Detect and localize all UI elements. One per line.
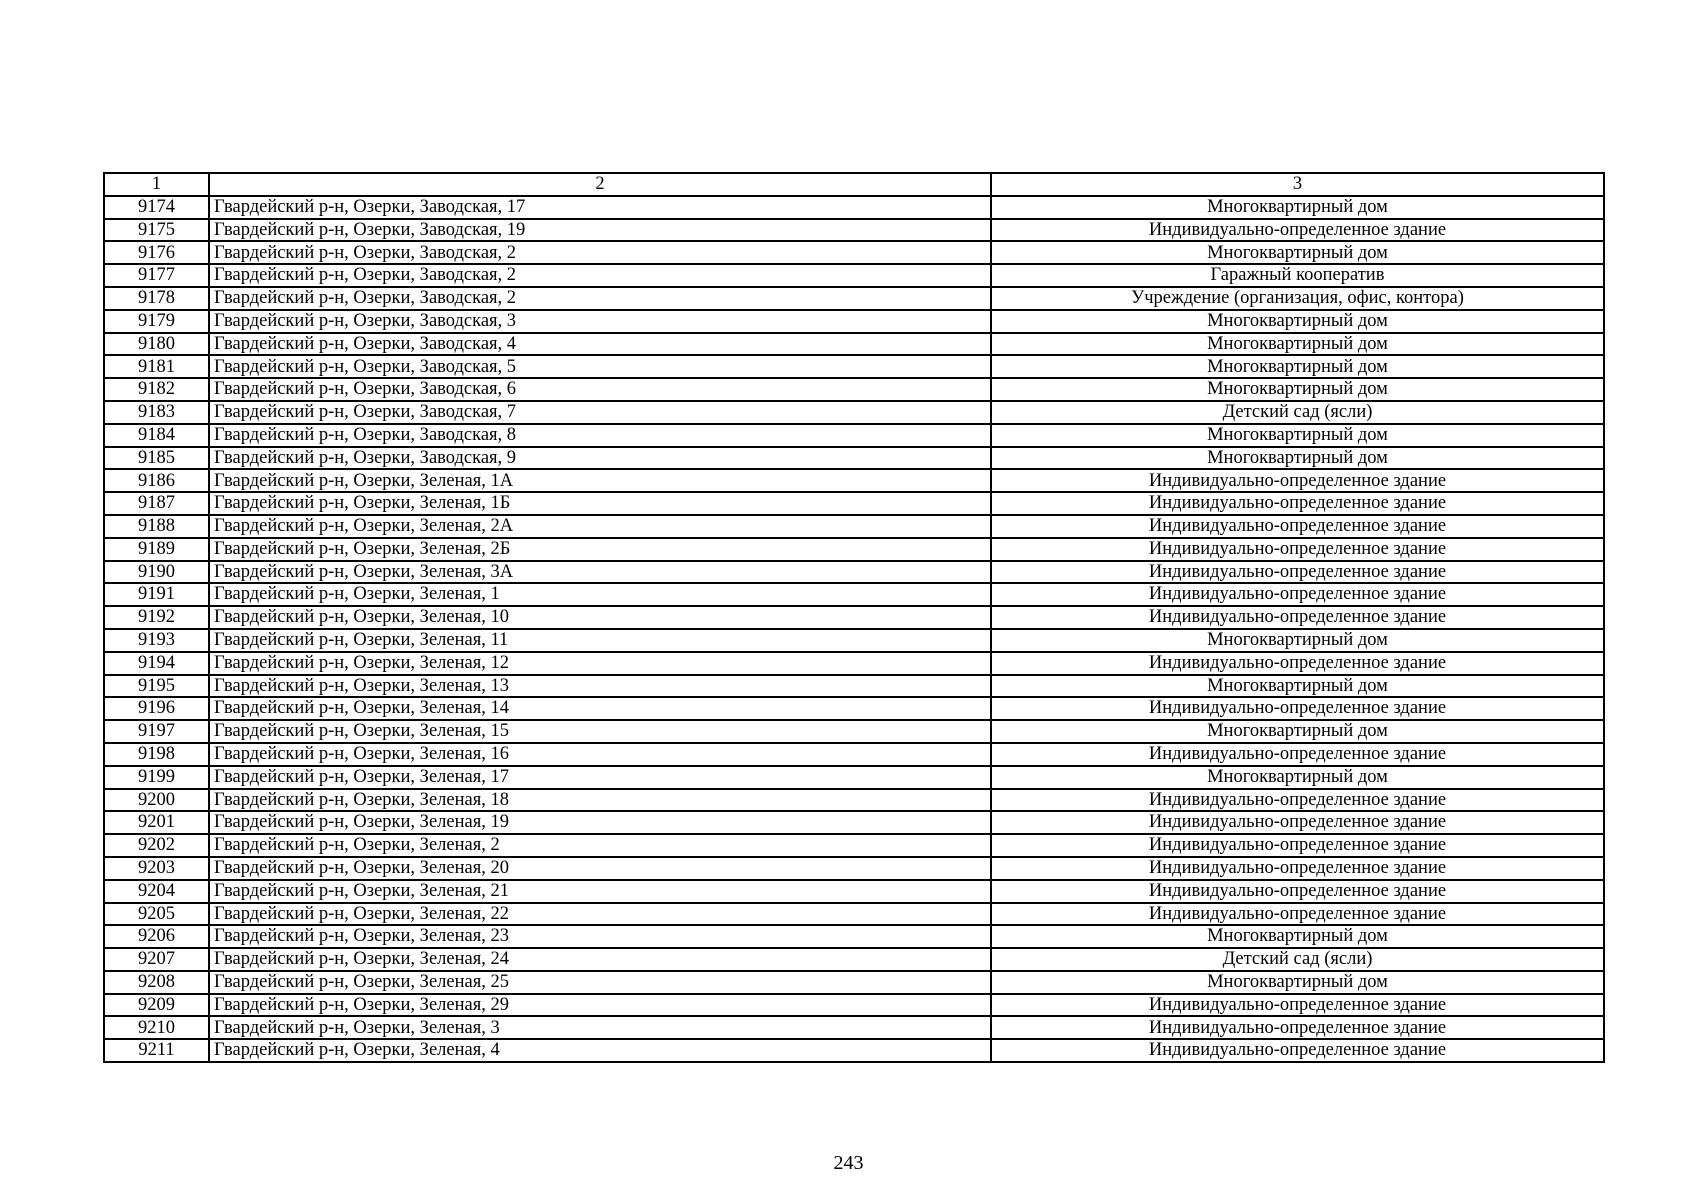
table-row [104,241,1604,264]
cell-object-type: Индивидуально-определенное здание [991,880,1604,903]
table-row [104,766,1604,789]
cell-object-type: Индивидуально-определенное здание [991,538,1604,561]
cell-address: Гвардейский р-н, Озерки, Зеленая, 4 [209,1039,991,1062]
table-row [104,720,1604,743]
cell-address: Гвардейский р-н, Озерки, Зеленая, 2 [209,834,991,857]
cell-address: Гвардейский р-н, Озерки, Заводская, 2 [209,241,991,264]
cell-object-type: Многоквартирный дом [991,241,1604,264]
table-row [104,287,1604,310]
cell-address: Гвардейский р-н, Озерки, Зеленая, 16 [209,743,991,766]
table-row [104,333,1604,356]
cell-address: Гвардейский р-н, Озерки, Зеленая, 20 [209,857,991,880]
cell-number: 9203 [104,857,209,880]
table-header-row [104,173,1604,196]
table-row [104,811,1604,834]
cell-object-type: Многоквартирный дом [991,629,1604,652]
cell-object-type: Многоквартирный дом [991,424,1604,447]
cell-address: Гвардейский р-н, Озерки, Зеленая, 12 [209,652,991,675]
table-row [104,378,1604,401]
cell-object-type: Индивидуально-определенное здание [991,219,1604,242]
cell-address: Гвардейский р-н, Озерки, Зеленая, 1А [209,469,991,492]
cell-object-type: Индивидуально-определенное здание [991,834,1604,857]
cell-address: Гвардейский р-н, Озерки, Заводская, 8 [209,424,991,447]
cell-address: Гвардейский р-н, Озерки, Зеленая, 23 [209,925,991,948]
cell-number: 9205 [104,903,209,926]
cell-number: 9193 [104,629,209,652]
cell-object-type: Многоквартирный дом [991,333,1604,356]
table-row [104,561,1604,584]
cell-object-type: Индивидуально-определенное здание [991,492,1604,515]
cell-object-type: Индивидуально-определенное здание [991,1016,1604,1039]
table-row [104,1016,1604,1039]
cell-object-type: Индивидуально-определенное здание [991,743,1604,766]
table-row [104,971,1604,994]
table-row [104,743,1604,766]
table-row [104,880,1604,903]
table-row [104,538,1604,561]
cell-object-type: Многоквартирный дом [991,378,1604,401]
cell-object-type: Детский сад (ясли) [991,401,1604,424]
table-row [104,994,1604,1017]
cell-object-type: Индивидуально-определенное здание [991,583,1604,606]
cell-address: Гвардейский р-н, Озерки, Зеленая, 10 [209,606,991,629]
cell-object-type: Многоквартирный дом [991,447,1604,470]
cell-number: 9179 [104,310,209,333]
cell-number: 9206 [104,925,209,948]
cell-number: 9202 [104,834,209,857]
header-cell-address: 2 [209,173,991,196]
cell-address: Гвардейский р-н, Озерки, Зеленая, 3 [209,1016,991,1039]
table-row [104,629,1604,652]
cell-number: 9177 [104,264,209,287]
cell-number: 9195 [104,675,209,698]
cell-number: 9175 [104,219,209,242]
cell-address: Гвардейский р-н, Озерки, Заводская, 7 [209,401,991,424]
cell-object-type: Учреждение (организация, офис, контора) [991,287,1604,310]
table-row [104,903,1604,926]
table-row [104,401,1604,424]
cell-object-type: Индивидуально-определенное здание [991,1039,1604,1062]
cell-object-type: Многоквартирный дом [991,766,1604,789]
cell-object-type: Гаражный кооператив [991,264,1604,287]
cell-address: Гвардейский р-н, Озерки, Заводская, 4 [209,333,991,356]
header-cell-number: 1 [104,173,209,196]
cell-number: 9200 [104,789,209,812]
cell-number: 9189 [104,538,209,561]
cell-address: Гвардейский р-н, Озерки, Зеленая, 2А [209,515,991,538]
cell-number: 9187 [104,492,209,515]
cell-number: 9196 [104,697,209,720]
cell-number: 9190 [104,561,209,584]
cell-address: Гвардейский р-н, Озерки, Зеленая, 3А [209,561,991,584]
cell-address: Гвардейский р-н, Озерки, Заводская, 2 [209,264,991,287]
cell-object-type: Индивидуально-определенное здание [991,789,1604,812]
table-row [104,492,1604,515]
table-row [104,857,1604,880]
cell-object-type: Многоквартирный дом [991,720,1604,743]
cell-number: 9176 [104,241,209,264]
cell-object-type: Индивидуально-определенное здание [991,652,1604,675]
cell-number: 9194 [104,652,209,675]
cell-address: Гвардейский р-н, Озерки, Зеленая, 15 [209,720,991,743]
table-row [104,515,1604,538]
table-row [104,310,1604,333]
cell-object-type: Индивидуально-определенное здание [991,469,1604,492]
cell-address: Гвардейский р-н, Озерки, Зеленая, 13 [209,675,991,698]
cell-address: Гвардейский р-н, Озерки, Зеленая, 25 [209,971,991,994]
cell-number: 9197 [104,720,209,743]
table-row [104,424,1604,447]
table-row [104,925,1604,948]
cell-address: Гвардейский р-н, Озерки, Зеленая, 14 [209,697,991,720]
cell-number: 9180 [104,333,209,356]
cell-address: Гвардейский р-н, Озерки, Зеленая, 18 [209,789,991,812]
table-row [104,606,1604,629]
cell-number: 9191 [104,583,209,606]
cell-address: Гвардейский р-н, Озерки, Заводская, 5 [209,355,991,378]
table-row [104,834,1604,857]
cell-object-type: Многоквартирный дом [991,196,1604,219]
cell-number: 9211 [104,1039,209,1062]
cell-number: 9201 [104,811,209,834]
table-row [104,447,1604,470]
table-row [104,469,1604,492]
cell-object-type: Индивидуально-определенное здание [991,811,1604,834]
cell-object-type: Многоквартирный дом [991,925,1604,948]
table-row [104,697,1604,720]
cell-number: 9199 [104,766,209,789]
cell-number: 9181 [104,355,209,378]
cell-number: 9198 [104,743,209,766]
cell-address: Гвардейский р-н, Озерки, Заводская, 6 [209,378,991,401]
cell-address: Гвардейский р-н, Озерки, Заводская, 2 [209,287,991,310]
cell-object-type: Многоквартирный дом [991,310,1604,333]
table-body [104,173,1604,1062]
cell-number: 9192 [104,606,209,629]
cell-address: Гвардейский р-н, Озерки, Зеленая, 17 [209,766,991,789]
cell-address: Гвардейский р-н, Озерки, Зеленая, 1Б [209,492,991,515]
cell-address: Гвардейский р-н, Озерки, Зеленая, 22 [209,903,991,926]
table-row [104,219,1604,242]
cell-object-type: Индивидуально-определенное здание [991,561,1604,584]
table-row [104,652,1604,675]
cell-address: Гвардейский р-н, Озерки, Зеленая, 29 [209,994,991,1017]
cell-number: 9178 [104,287,209,310]
cell-object-type: Индивидуально-определенное здание [991,857,1604,880]
cell-number: 9207 [104,948,209,971]
cell-address: Гвардейский р-н, Озерки, Зеленая, 1 [209,583,991,606]
cell-address: Гвардейский р-н, Озерки, Заводская, 17 [209,196,991,219]
cell-object-type: Индивидуально-определенное здание [991,515,1604,538]
cell-number: 9184 [104,424,209,447]
cell-number: 9210 [104,1016,209,1039]
table-row [104,264,1604,287]
cell-number: 9186 [104,469,209,492]
cell-object-type: Многоквартирный дом [991,971,1604,994]
cell-number: 9185 [104,447,209,470]
page-number: 243 [833,1152,864,1174]
table-row [104,675,1604,698]
table-row [104,789,1604,812]
cell-number: 9208 [104,971,209,994]
cell-object-type: Индивидуально-определенное здание [991,606,1604,629]
cell-object-type: Индивидуально-определенное здание [991,994,1604,1017]
table-row [104,196,1604,219]
table-row [104,948,1604,971]
cell-number: 9174 [104,196,209,219]
cell-address: Гвардейский р-н, Озерки, Зеленая, 2Б [209,538,991,561]
cell-object-type: Индивидуально-определенное здание [991,697,1604,720]
cell-number: 9188 [104,515,209,538]
cell-address: Гвардейский р-н, Озерки, Заводская, 9 [209,447,991,470]
table-row [104,355,1604,378]
cell-address: Гвардейский р-н, Озерки, Зеленая, 11 [209,629,991,652]
cell-number: 9182 [104,378,209,401]
cell-address: Гвардейский р-н, Озерки, Зеленая, 21 [209,880,991,903]
cell-object-type: Многоквартирный дом [991,355,1604,378]
cell-object-type: Индивидуально-определенное здание [991,903,1604,926]
address-table [103,172,1605,1063]
cell-object-type: Многоквартирный дом [991,675,1604,698]
header-cell-type: 3 [991,173,1604,196]
cell-number: 9209 [104,994,209,1017]
cell-address: Гвардейский р-н, Озерки, Заводская, 19 [209,219,991,242]
table-row [104,1039,1604,1062]
cell-address: Гвардейский р-н, Озерки, Заводская, 3 [209,310,991,333]
cell-object-type: Детский сад (ясли) [991,948,1604,971]
cell-address: Гвардейский р-н, Озерки, Зеленая, 24 [209,948,991,971]
table-row [104,583,1604,606]
cell-number: 9183 [104,401,209,424]
cell-number: 9204 [104,880,209,903]
cell-address: Гвардейский р-н, Озерки, Зеленая, 19 [209,811,991,834]
